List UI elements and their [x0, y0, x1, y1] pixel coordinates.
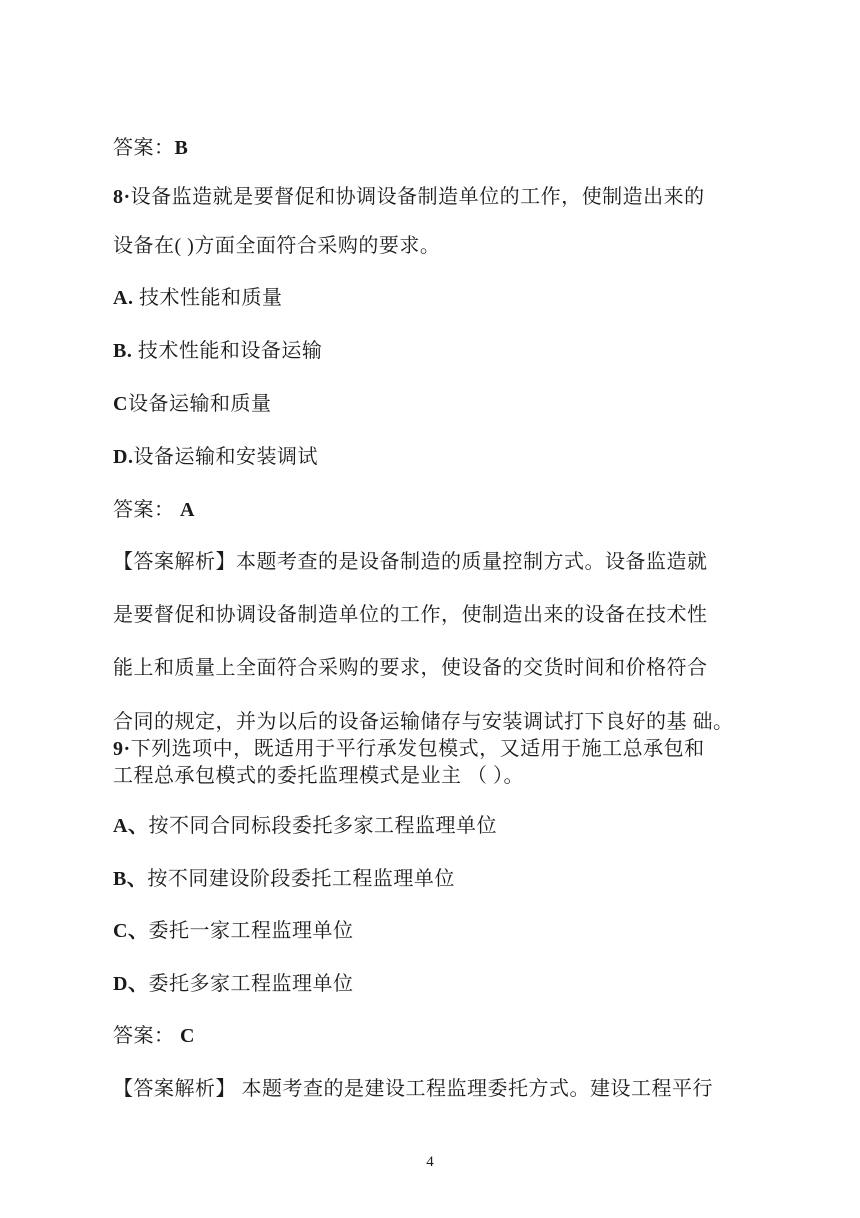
q8-option-b — [113, 337, 322, 365]
q8-stem-text-1: 设备监造就是要督促和协调设备制造单位的工作，使制造出来的 — [130, 186, 705, 208]
q9-analysis-line-1: 【答案解析】 本题考查的是建设工程监理委托方式。建设工程平行 — [113, 1078, 713, 1100]
option-letter: B、 — [113, 868, 148, 890]
q8-stem-line-1 — [113, 183, 705, 211]
answer-label: 答案： — [113, 499, 175, 521]
option-text: 按不同建设阶段委托工程监理单位 — [147, 868, 455, 890]
q9-option-d — [113, 970, 353, 998]
q8-answer-line — [113, 496, 195, 524]
q8-number: 8· — [113, 186, 131, 208]
answer-value: A — [174, 499, 195, 521]
option-letter: C — [113, 393, 128, 415]
option-text: 设备运输和安装调试 — [133, 446, 318, 468]
q7-answer-line — [113, 134, 188, 162]
q8-option-d — [113, 443, 318, 471]
q8-analysis-line-2: 是要督促和协调设备制造单位的工作，使制造出来的设备在技术性 — [113, 604, 708, 626]
q9-option-a — [113, 812, 497, 840]
option-letter: B. — [113, 340, 133, 362]
option-text: 委托一家工程监理单位 — [148, 920, 354, 942]
q8-stem-line-2 — [113, 232, 440, 260]
answer-value: B — [174, 137, 189, 159]
q8-stem-text-2: 设备在( )方面全面符合采购的要求。 — [113, 235, 441, 257]
q8-analysis-line-4: 合同的规定，并为以后的设备运输储存与安装调试打下良好的基 础。 — [113, 711, 734, 733]
q9-stem-text-2: 工程总承包模式的委托监理模式是业主 （ ）。 — [113, 765, 524, 787]
answer-value: C — [174, 1025, 195, 1047]
q9-number: 9· — [113, 738, 131, 760]
q8-option-a — [113, 284, 282, 312]
q9-option-b — [113, 865, 455, 893]
option-text: 设备运输和质量 — [127, 393, 272, 415]
option-letter: C、 — [113, 920, 149, 942]
option-letter: A、 — [113, 815, 149, 837]
q9-stem-text-1: 下列选项中，既适用于平行承发包模式，又适用于施工总承包和 — [130, 738, 705, 760]
option-letter: D、 — [113, 973, 149, 995]
q9-option-c — [113, 917, 353, 945]
answer-label: 答案： — [113, 1025, 175, 1047]
q8-analysis-line-1: 【答案解析】本题考查的是设备制造的质量控制方式。设备监造就 — [113, 551, 708, 573]
page-number: 4 — [426, 1154, 434, 1170]
q8-analysis-line-3: 能上和质量上全面符合采购的要求，使设备的交货时间和价格符合 — [113, 657, 708, 679]
option-letter: D. — [113, 446, 134, 468]
option-text: 技术性能和质量 — [133, 287, 283, 309]
q8-option-c — [113, 390, 271, 418]
q9-stem-line-1 — [113, 735, 705, 763]
answer-label: 答案： — [113, 137, 175, 159]
q9-stem-line-2 — [113, 762, 524, 790]
q9-answer-line — [113, 1022, 195, 1050]
option-text: 委托多家工程监理单位 — [148, 973, 354, 995]
option-letter: A. — [113, 287, 134, 309]
option-text: 按不同合同标段委托多家工程监理单位 — [148, 815, 497, 837]
option-text: 技术性能和设备运输 — [132, 340, 323, 362]
